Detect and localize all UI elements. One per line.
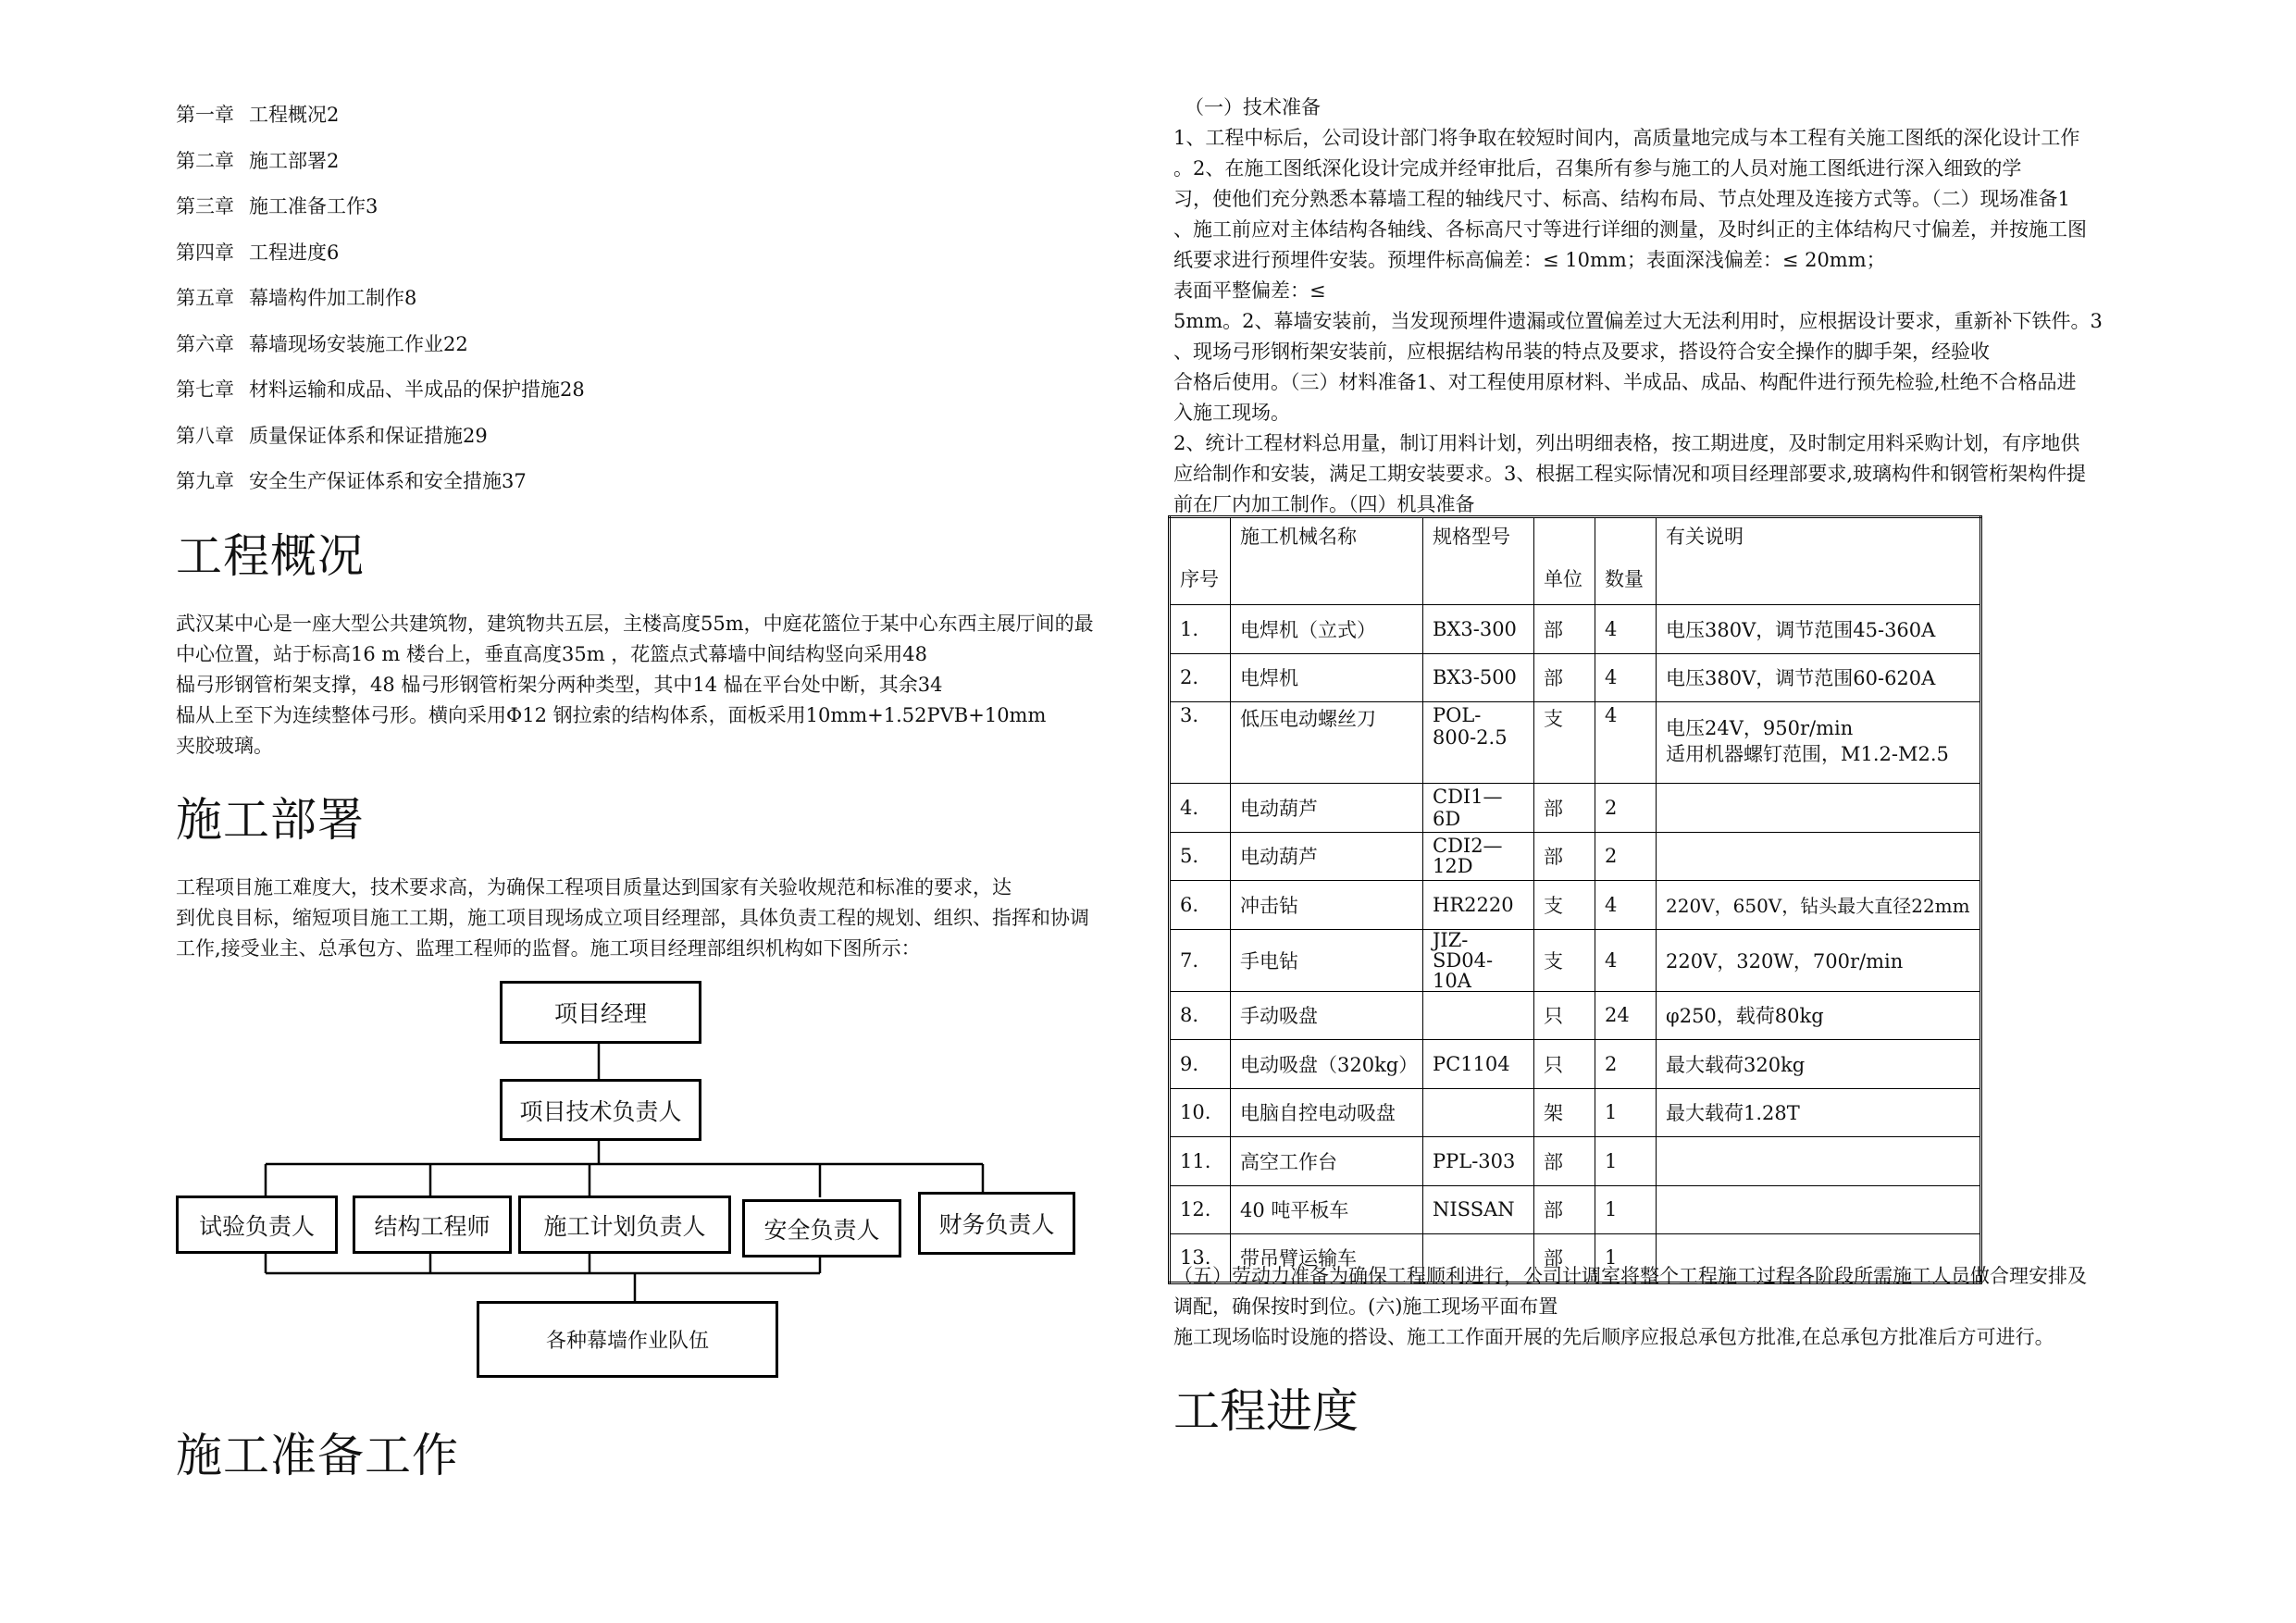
labor-and-site-text: （五）劳动力准备为确保工程顺利进行，公司计调室将整个工程施工过程各阶段所需施工人员做合理安排及 调配，确保按时到位。(六)施工现场平面布置 施工现场临时设施的搭设、施工工作面开展的先后顺序应报总承包方批准,在总承包方批准后方可进行。 (1173, 1265, 2087, 1348)
table-row: 10. 电脑自控电动吸盘 架 1 最大载荷1.28T (1170, 1088, 1981, 1137)
overview-paragraph: 武汉某中心是一座大型公共建筑物，建筑物共五层，主楼高度55m，中庭花篮位于某中心东西主展厅间的最 中心位置，站于标高16 m 楼台上，垂直高度35m ，花篮点式幕墙中间结构竖向采用48 榀弓形钢管桁架支撑，48 榀弓形钢管桁架分两种类型，其中14 榀在平台处中断，其余34 榀从上至下为连续整体弓形。横向采用Φ12 钢拉索的结构体系，面板采用10mm+1.52PVB+10mm 夹胶玻璃。 (176, 612, 1094, 757)
header-unit: 单位 (1534, 517, 1595, 605)
header-spec: 规格型号 (1423, 517, 1534, 605)
table-row: 7. 手电钻 JIZ-SD04-10A 支 4 220V，320W，700r/min (1170, 929, 1981, 991)
table-row: 9. 电动吸盘（320kg） PC1104 只 2 最大载荷320kg (1170, 1040, 1981, 1089)
toc-item[interactable]: 第二章 施工部署2 (176, 149, 340, 172)
table-row: 2. 电焊机 BX3-500 部 4 电压380V，调节范围60-620A (1170, 653, 1981, 702)
org-box-structural-engineer: 结构工程师 (353, 1196, 512, 1254)
org-box-planning-lead: 施工计划负责人 (518, 1196, 731, 1254)
table-row: 8. 手动吸盘 只 24 φ250，载荷80kg (1170, 991, 1981, 1040)
org-box-finance-lead: 财务负责人 (918, 1192, 1075, 1255)
org-box-testing-lead: 试验负责人 (176, 1196, 338, 1254)
table-header-row (1170, 517, 1981, 605)
technical-prep-text: （一）技术准备 1、工程中标后，公司设计部门将争取在较短时间内，高质量地完成与本工程有关施工图纸的深化设计工作 。2、在施工图纸深化设计完成并经审批后，召集所有参与施工的人员对施工图纸进行深入细致的学 习，使他们充分熟悉本幕墙工程的轴线尺寸、标高、结构布局、节点处理及连接方式等。（二）现场准备1 、施工前应对主体结构各轴线、各标高尺寸等进行详细的测量，及时纠正的主体结构尺寸偏差，并按施工图 纸要求进行预埋件安装。预埋件标高偏差：≤ 10mm；表面深浅偏差：≤ 20mm； 表面平整偏差：≤ 5mm。2、幕墙安装前，当发现预埋件遗漏或位置偏差过大无法利用时，应根据设计要求，重新补下铁件。3 、现场弓形钢桁架安装前，应根据结构吊装的特点及要求，搭设符合安全操作的脚手架，经验收 合格后使用。（三）材料准备1、对工程使用原材料、半成品、成品、构配件进行预先检验,杜绝不合格品进 入施工现场。 2、统计工程材料总用量，制订用料计划，列出明细表格，按工期进度，及时制定用料采购计划，有序地供 应给制作和安装，满足工期安装要求。3、根据工程实际情况和项目经理部要求,玻璃构件和钢管桁架构件提 前在厂内加工制作。（四）机具准备 (1173, 96, 2103, 515)
org-box-project-manager: 项目经理 (500, 981, 701, 1044)
table-row: 5. 电动葫芦 CDI2—12D 部 2 (1170, 832, 1981, 881)
header-note: 有关说明 (1657, 517, 1981, 605)
section-heading-overview: 工程概况 (176, 528, 365, 583)
org-chart (176, 979, 1083, 1395)
table-row: 11. 高空工作台 PPL-303 部 1 (1170, 1137, 1981, 1186)
section-heading-progress: 工程进度 (1173, 1384, 1359, 1438)
right-column (1173, 93, 2154, 520)
toc-item[interactable]: 第九章 安全生产保证体系和安全措施37 (176, 470, 527, 492)
toc-item[interactable]: 第七章 材料运输和成品、半成品的保护措施28 (176, 378, 585, 401)
org-box-safety-lead: 安全负责人 (742, 1199, 901, 1258)
deployment-paragraph: 工程项目施工难度大，技术要求高，为确保工程项目质量达到国家有关验收规范和标准的要求，达 到优良目标，缩短项目施工工期，施工项目现场成立项目经理部，具体负责工程的规划、组织、指挥和协调 工作,接受业主、总承包方、监理工程师的监督。施工项目经理部组织机构如下图所示： (176, 875, 1089, 960)
toc-item[interactable]: 第四章 工程进度6 (176, 241, 340, 264)
section-heading-deployment: 施工部署 (176, 792, 365, 847)
table-row: 4. 电动葫芦 CDI1—6D 部 2 (1170, 784, 1981, 833)
toc-item[interactable]: 第六章 幕墙现场安装施工作业22 (176, 332, 468, 355)
equipment-table (1168, 515, 1982, 1284)
table-row: 1. 电焊机（立式） BX3-300 部 4 电压380V，调节范围45-360A (1170, 605, 1981, 654)
toc-item[interactable]: 第一章 工程概况2 (176, 104, 340, 126)
toc-item[interactable]: 第八章 质量保证体系和保证措施29 (176, 424, 488, 447)
org-box-curtain-wall-teams: 各种幕墙作业队伍 (477, 1301, 778, 1378)
table-row: 3. 低压电动螺丝刀 POL-800-2.5 支 4 电压24V，950r/min 适用机器螺钉范围，M1.2-M2.5 (1170, 702, 1981, 784)
header-no: 序号 (1170, 517, 1231, 605)
table-row: 13. 带吊臂运输车 部 1 (1170, 1234, 1981, 1283)
toc-item[interactable]: 第三章 施工准备工作3 (176, 195, 379, 217)
table-of-contents (176, 93, 1138, 505)
table-row: 12. 40 吨平板车 NISSAN 部 1 (1170, 1185, 1981, 1234)
section-heading-preparation: 施工准备工作 (176, 1429, 459, 1482)
org-box-technical-lead: 项目技术负责人 (500, 1079, 701, 1141)
left-column (176, 93, 1138, 964)
toc-item[interactable]: 第五章 幕墙构件加工制作8 (176, 287, 417, 309)
header-qty: 数量 (1595, 517, 1657, 605)
header-name: 施工机械名称 (1231, 517, 1423, 605)
table-row: 6. 冲击钻 HR2220 支 4 220V，650V，钻头最大直径22mm (1170, 881, 1981, 930)
